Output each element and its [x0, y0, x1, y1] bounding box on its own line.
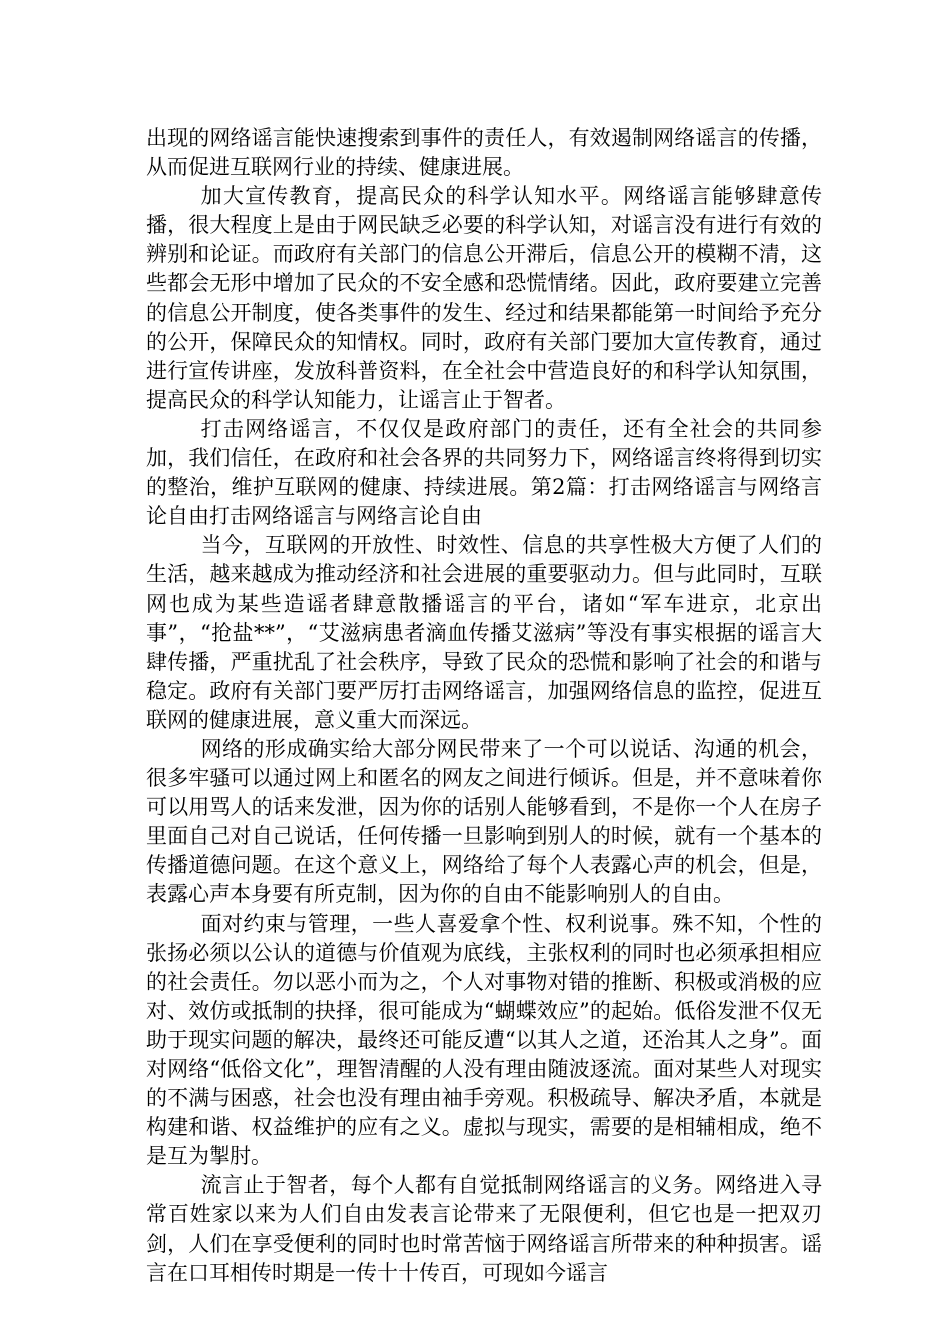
document-page	[146, 124, 822, 1288]
paragraph-3: 打击网络谣言，不仅仅是政府部门的责任，还有全社会的共同参加，我们信任，在政府和社会各界的共同努力下，网络谣言终将得到切实的整治，维护互联网的健康、持续进展。第2篇：打击网络谣言与网络言论自由打击网络谣言与网络言论自由	[146, 416, 822, 529]
paragraph-7: 流言止于智者，每个人都有自觉抵制网络谣言的义务。网络进入寻常百姓家以来为人们自由发表言论带来了无限便利，但它也是一把双刃剑，人们在享受便利的同时也时常苦恼于网络谣言所带来的种种损害。谣言在口耳相传时期是一传十十传百，可现如今谣言	[146, 1173, 822, 1285]
paragraph-4: 当今，互联网的开放性、时效性、信息的共享性极大方便了人们的生活，越来越成为推动经济和社会进展的重要驱动力。但与此同时，互联网也成为某些造谣者肆意散播谣言的平台，诸如“军车进京，北京出事”，“抢盐**”，“艾滋病患者滴血传播艾滋病”等没有事实根据的谣言大肆传播，严重扰乱了社会秩序，导致了民众的恐慌和影响了社会的和谐与稳定。政府有关部门要严厉打击网络谣言，加强网络信息的监控，促进互联网的健康进展，意义重大而深远。	[146, 533, 822, 732]
paragraph-5: 网络的形成确实给大部分网民带来了一个可以说话、沟通的机会，很多牢骚可以通过网上和匿名的网友之间进行倾诉。但是，并不意味着你可以用骂人的话来发泄，因为你的话别人能够看到，不是你一个人在房子里面自己对自己说话，任何传播一旦影响到别人的时候，就有一个基本的传播道德问题。在这个意义上，网络给了每个人表露心声的机会，但是，表露心声本身要有所克制，因为你的自由不能影响别人的自由。	[146, 736, 822, 907]
paragraph-2: 加大宣传教育，提高民众的科学认知水平。网络谣言能够肆意传播，很大程度上是由于网民缺乏必要的科学认知，对谣言没有进行有效的辨别和论证。而政府有关部门的信息公开滞后，信息公开的模糊不清，这些都会无形中增加了民众的不安全感和恐慌情绪。因此，政府要建立完善的信息公开制度，使各类事件的发生、经过和结果都能第一时间给予充分的公开，保障民众的知情权。同时，政府有关部门要加大宣传教育，通过进行宣传讲座，发放科普资料，在全社会中营造良好的和科学认知氛围，提高民众的科学认知能力，让谣言止于智者。	[146, 184, 822, 412]
paragraph-1: 出现的网络谣言能快速搜索到事件的责任人，有效遏制网络谣言的传播，从而促进互联网行业的持续、健康进展。	[146, 126, 822, 180]
paragraph-6: 面对约束与管理，一些人喜爱拿个性、权利说事。殊不知，个性的张扬必须以公认的道德与价值观为底线，主张权利的同时也必须承担相应的社会责任。勿以恶小而为之，个人对事物对错的推断、积极或消极的应对、效仿或抵制的抉择，很可能成为“蝴蝶效应”的起始。低俗发泄不仅无助于现实问题的解决，最终还可能反遭“以其人之道，还治其人之身”。面对网络“低俗文化”，理智清醒的人没有理由随波逐流。面对某些人对现实的不满与困惑，社会也没有理由袖手旁观。积极疏导、解决矛盾，本就是构建和谐、权益维护的应有之义。虚拟与现实，需要的是相辅相成，绝不是互为掣肘。	[146, 911, 822, 1169]
